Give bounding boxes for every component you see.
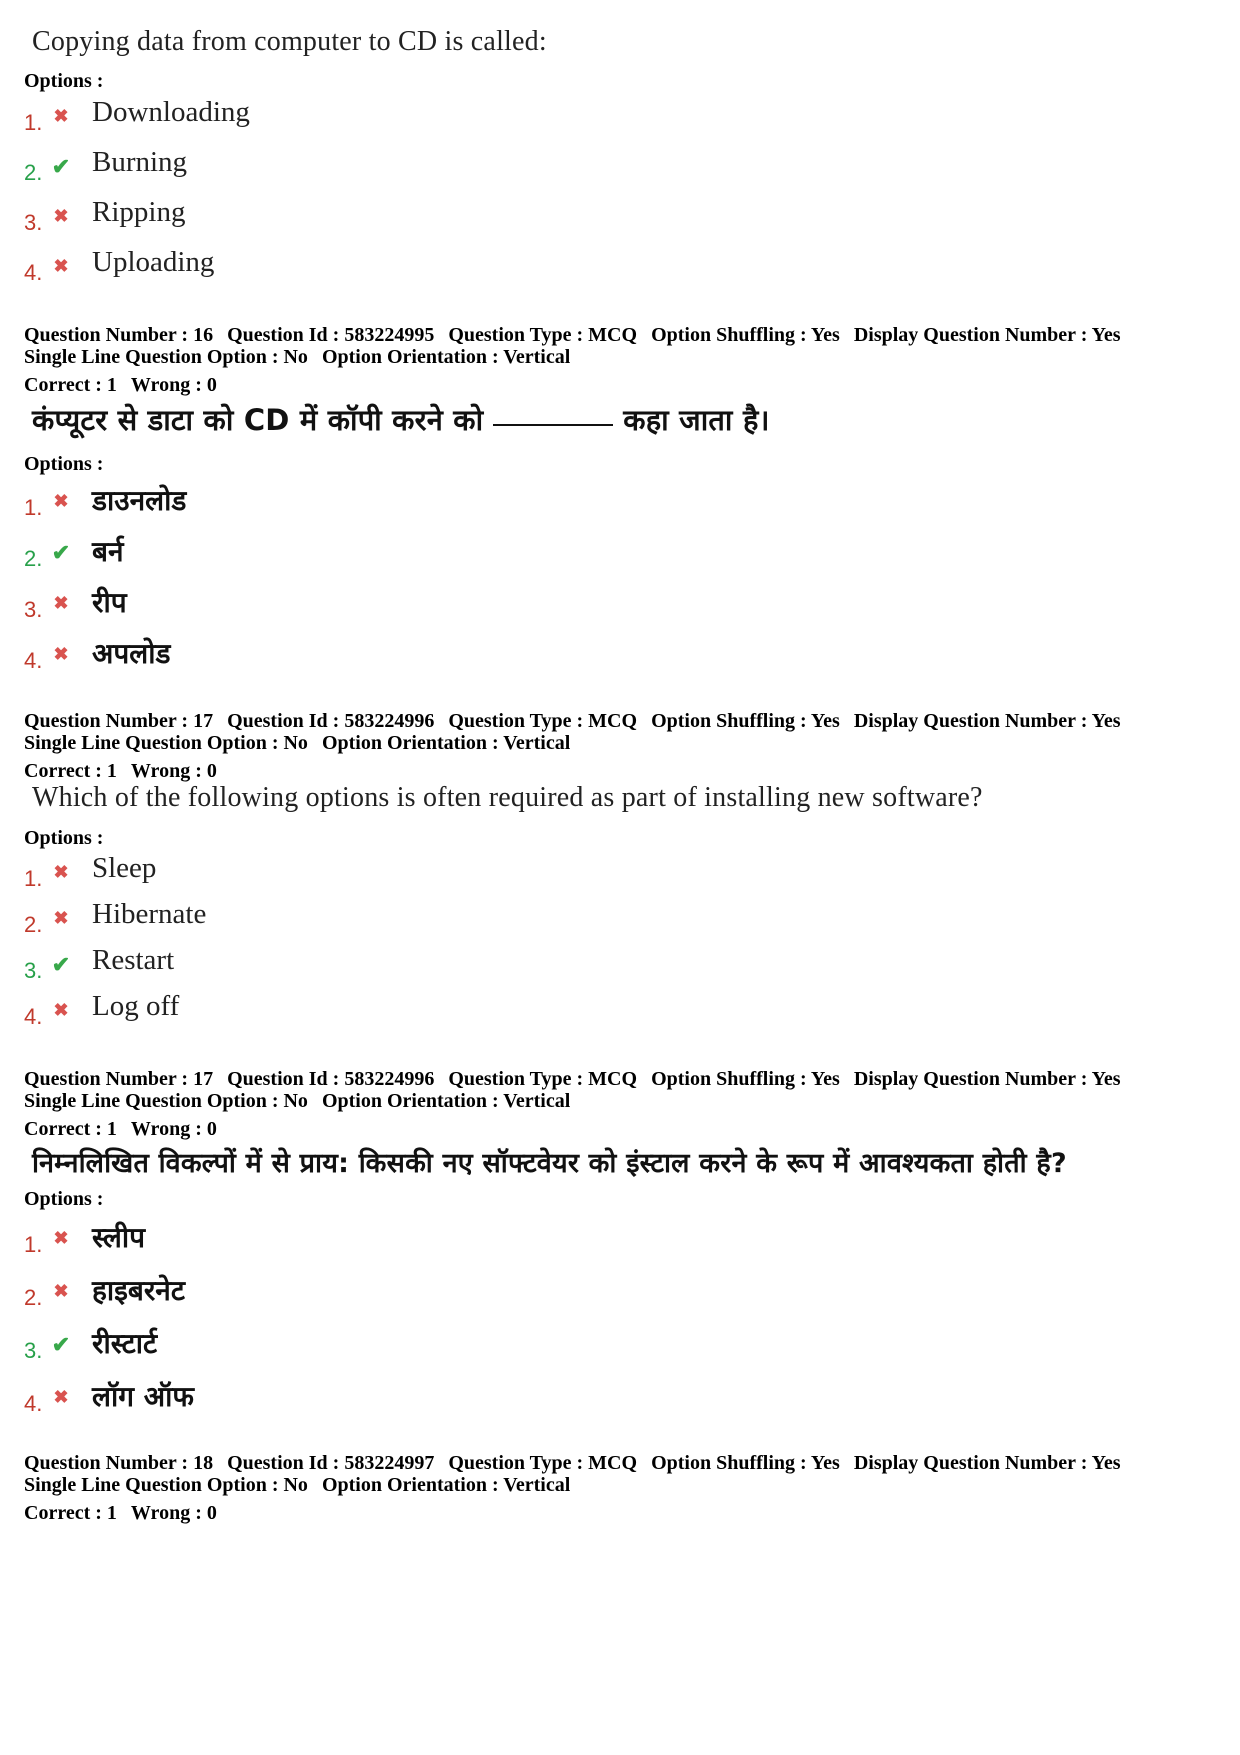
meta-line3 [24, 1502, 1224, 1524]
option-number: 1. [24, 110, 43, 135]
option-number: 2. [24, 160, 43, 185]
meta-field: Display Question Number : Yes [853, 1452, 1121, 1474]
cross-icon: ✖ [53, 593, 69, 614]
meta-field: Question Number : 18 [24, 1452, 214, 1474]
option-4 [24, 634, 724, 674]
option-2 [24, 1271, 724, 1311]
question-17-hindi [24, 1143, 1224, 1180]
options-list [24, 481, 1224, 681]
question-text: Copying data from computer to CD is called: [32, 26, 547, 57]
meta-field: Option Orientation : Vertical [321, 346, 571, 368]
question-text-part1: कंप्यूटर से डाटा को CD में कॉपी करने को [32, 403, 484, 437]
option-text: Log off [92, 990, 180, 1022]
option-number: 4. [24, 260, 43, 285]
option-4 [24, 990, 724, 1030]
question-16-hindi [24, 400, 1224, 439]
option-text: स्लीप [92, 1221, 146, 1254]
meta-field: Question Type : MCQ [448, 1068, 638, 1090]
meta-field: Display Question Number : Yes [853, 710, 1121, 732]
meta-field: Wrong : 0 [130, 1118, 217, 1140]
options-list [24, 1218, 1224, 1428]
meta-field: Question Id : 583224995 [227, 324, 435, 346]
meta-line2 [24, 1090, 1224, 1112]
meta-line1 [24, 1452, 1224, 1474]
option-1 [24, 1218, 724, 1258]
meta-field: Question Type : MCQ [448, 1452, 638, 1474]
option-text: डाउनलोड [92, 484, 187, 517]
meta-field: Option Shuffling : Yes [651, 324, 840, 346]
options-list [24, 96, 1224, 286]
question-15-english [24, 26, 1224, 58]
option-text: Ripping [92, 196, 186, 228]
fill-blank [493, 424, 613, 426]
cross-icon: ✖ [53, 908, 69, 929]
meta-field: Wrong : 0 [130, 1502, 217, 1524]
cross-icon: ✖ [53, 1387, 69, 1408]
meta-field: Wrong : 0 [130, 760, 217, 782]
option-3 [24, 1324, 724, 1364]
option-number: 3. [24, 210, 43, 235]
meta-field: Single Line Question Option : No [24, 346, 308, 368]
meta-line3 [24, 760, 1224, 782]
meta-field: Correct : 1 [24, 1118, 117, 1140]
option-number: 2. [24, 546, 43, 571]
option-text: Restart [92, 944, 175, 976]
meta-line1 [24, 324, 1224, 346]
option-2 [24, 146, 724, 186]
cross-icon: ✖ [53, 644, 69, 665]
options-heading: Options : [24, 1188, 104, 1210]
check-icon: ✔ [51, 540, 71, 566]
meta-line2 [24, 346, 1224, 368]
meta-field: Option Orientation : Vertical [321, 732, 571, 754]
meta-field: Question Type : MCQ [448, 324, 638, 346]
option-4 [24, 246, 724, 286]
cross-icon: ✖ [53, 1228, 69, 1249]
option-2 [24, 898, 724, 938]
options-heading: Options : [24, 70, 104, 92]
meta-line1 [24, 710, 1224, 732]
option-text: Hibernate [92, 898, 207, 930]
cross-icon: ✖ [53, 491, 69, 512]
meta-line1 [24, 1068, 1224, 1090]
meta-line3 [24, 1118, 1224, 1140]
option-text: बर्न [92, 535, 124, 568]
question-17-english [24, 782, 1224, 814]
option-1 [24, 96, 724, 136]
cross-icon: ✖ [53, 256, 69, 277]
meta-field: Question Id : 583224996 [227, 1068, 435, 1090]
cross-icon: ✖ [53, 862, 69, 883]
meta-line2 [24, 1474, 1224, 1496]
option-number: 4. [24, 648, 43, 673]
meta-field: Single Line Question Option : No [24, 732, 308, 754]
meta-field: Question Id : 583224996 [227, 710, 435, 732]
meta-field: Option Orientation : Vertical [321, 1474, 571, 1496]
meta-field: Question Type : MCQ [448, 710, 638, 732]
check-icon: ✔ [51, 154, 71, 180]
option-text: रीस्टार्ट [92, 1327, 158, 1360]
meta-line2 [24, 732, 1224, 754]
option-number: 2. [24, 1285, 43, 1310]
option-text: Downloading [92, 96, 250, 128]
meta-field: Option Shuffling : Yes [651, 1452, 840, 1474]
meta-field: Correct : 1 [24, 1502, 117, 1524]
option-4 [24, 1377, 724, 1417]
option-number: 4. [24, 1391, 43, 1416]
meta-field: Question Number : 16 [24, 324, 214, 346]
meta-field: Question Number : 17 [24, 710, 214, 732]
question-meta [24, 710, 1224, 782]
question-meta [24, 324, 1224, 396]
meta-field: Single Line Question Option : No [24, 1474, 308, 1496]
question-text: Which of the following options is often required as part of installing new software? [32, 782, 983, 813]
option-text: Uploading [92, 246, 215, 278]
option-number: 3. [24, 1338, 43, 1363]
option-3 [24, 196, 724, 236]
option-text: हाइबरनेट [92, 1274, 185, 1307]
meta-field: Option Shuffling : Yes [651, 710, 840, 732]
meta-field: Correct : 1 [24, 760, 117, 782]
option-number: 4. [24, 1004, 43, 1029]
option-1 [24, 852, 724, 892]
option-1 [24, 481, 724, 521]
meta-field: Option Orientation : Vertical [321, 1090, 571, 1112]
option-3 [24, 944, 724, 984]
option-text: अपलोड [92, 637, 171, 670]
question-meta [24, 1068, 1224, 1140]
option-text: रीप [92, 586, 127, 619]
cross-icon: ✖ [53, 1000, 69, 1021]
option-number: 3. [24, 958, 43, 983]
meta-field: Correct : 1 [24, 374, 117, 396]
option-text: लॉग ऑफ [92, 1380, 194, 1413]
option-2 [24, 532, 724, 572]
options-heading: Options : [24, 827, 104, 849]
question-text-part2: कहा जाता है। [623, 403, 770, 437]
option-number: 2. [24, 912, 43, 937]
option-number: 1. [24, 1232, 43, 1257]
options-heading: Options : [24, 453, 104, 475]
check-icon: ✔ [51, 1332, 71, 1358]
meta-field: Display Question Number : Yes [853, 1068, 1121, 1090]
option-number: 1. [24, 866, 43, 891]
option-number: 1. [24, 495, 43, 520]
meta-field: Display Question Number : Yes [853, 324, 1121, 346]
meta-field: Single Line Question Option : No [24, 1090, 308, 1112]
cross-icon: ✖ [53, 1281, 69, 1302]
option-text: Sleep [92, 852, 157, 884]
option-3 [24, 583, 724, 623]
meta-line3 [24, 374, 1224, 396]
cross-icon: ✖ [53, 206, 69, 227]
meta-field: Wrong : 0 [130, 374, 217, 396]
option-number: 3. [24, 597, 43, 622]
options-list [24, 852, 1224, 1042]
meta-field: Question Number : 17 [24, 1068, 214, 1090]
cross-icon: ✖ [53, 106, 69, 127]
option-text: Burning [92, 146, 188, 178]
question-meta [24, 1452, 1224, 1524]
question-text: निम्नलिखित विकल्पों में से प्राय: किसकी नए सॉफ्टवेयर को इंस्टाल करने के रूप में आवश्यकता होती है? [32, 1148, 1067, 1179]
meta-field: Option Shuffling : Yes [651, 1068, 840, 1090]
check-icon: ✔ [51, 952, 71, 978]
meta-field: Question Id : 583224997 [227, 1452, 435, 1474]
